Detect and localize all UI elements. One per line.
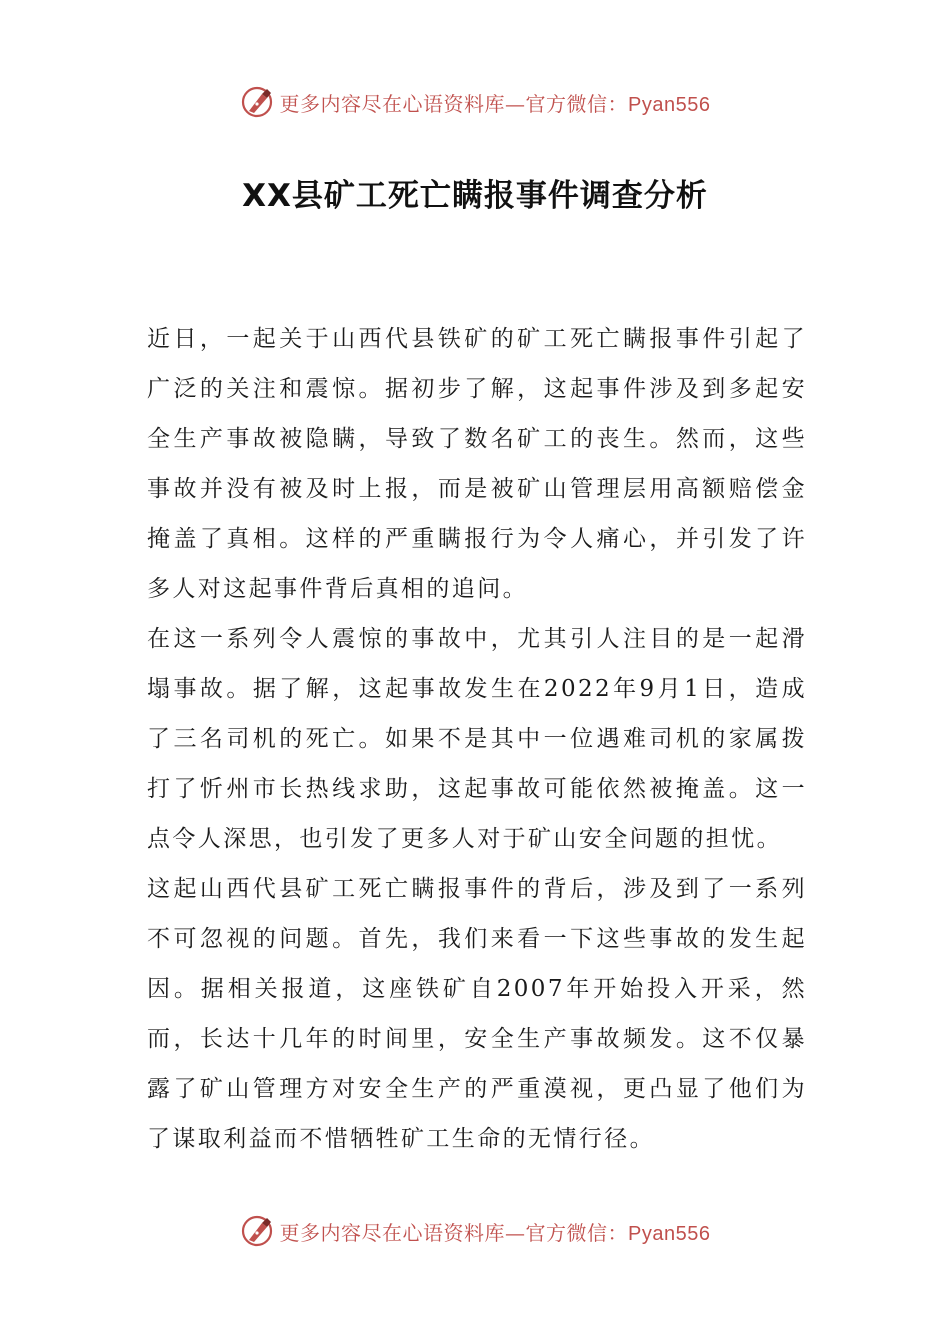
banner-separator: —官方微信： [505,1220,629,1245]
document-body [147,314,807,1164]
paragraph-2: 在这一系列令人震惊的事故中，尤其引人注目的是一起滑塌事故。据了解，这起事故发生在2022年9月1日，造成了三名司机的死亡。如果不是其中一位遇难司机的家属拨打了忻州市长热线求助，这起事故可能依然被掩盖。这一点令人深思，也引发了更多人对于矿山安全问题的担忧。 [147,626,807,852]
banner-separator: —官方微信： [505,91,629,116]
banner-text [280,88,711,117]
header-banner [0,80,950,124]
document-title: XX县矿工死亡瞒报事件调查分析 [242,178,708,214]
pen-nib-logo-icon [240,1213,276,1249]
banner-wechat-id: Pyan556 [628,93,711,116]
banner-text [280,1217,711,1246]
pen-nib-logo-icon [240,84,276,120]
banner-library-text: 更多内容尽在心语资料库 [279,91,506,116]
paragraph-1: 近日，一起关于山西代县铁矿的矿工死亡瞒报事件引起了广泛的关注和震惊。据初步了解，这起事件涉及到多起安全生产事故被隐瞒，导致了数名矿工的丧生。然而，这些事故并没有被及时上报，而是被矿山管理层用高额赔偿金掩盖了真相。这样的严重瞒报行为令人痛心，并引发了许多人对这起事件背后真相的追问。 [147,326,807,602]
banner-wechat-id: Pyan556 [628,1222,711,1245]
banner-library-text: 更多内容尽在心语资料库 [279,1220,506,1245]
footer-banner [0,1209,950,1253]
paragraph-3: 这起山西代县矿工死亡瞒报事件的背后，涉及到了一系列不可忽视的问题。首先，我们来看一下这些事故的发生起因。据相关报道，这座铁矿自2007年开始投入开采，然而，长达十几年的时间里，安全生产事故频发。这不仅暴露了矿山管理方对安全生产的严重漠视，更凸显了他们为了谋取利益而不惜牺牲矿工生命的无情行径。 [147,876,807,1152]
